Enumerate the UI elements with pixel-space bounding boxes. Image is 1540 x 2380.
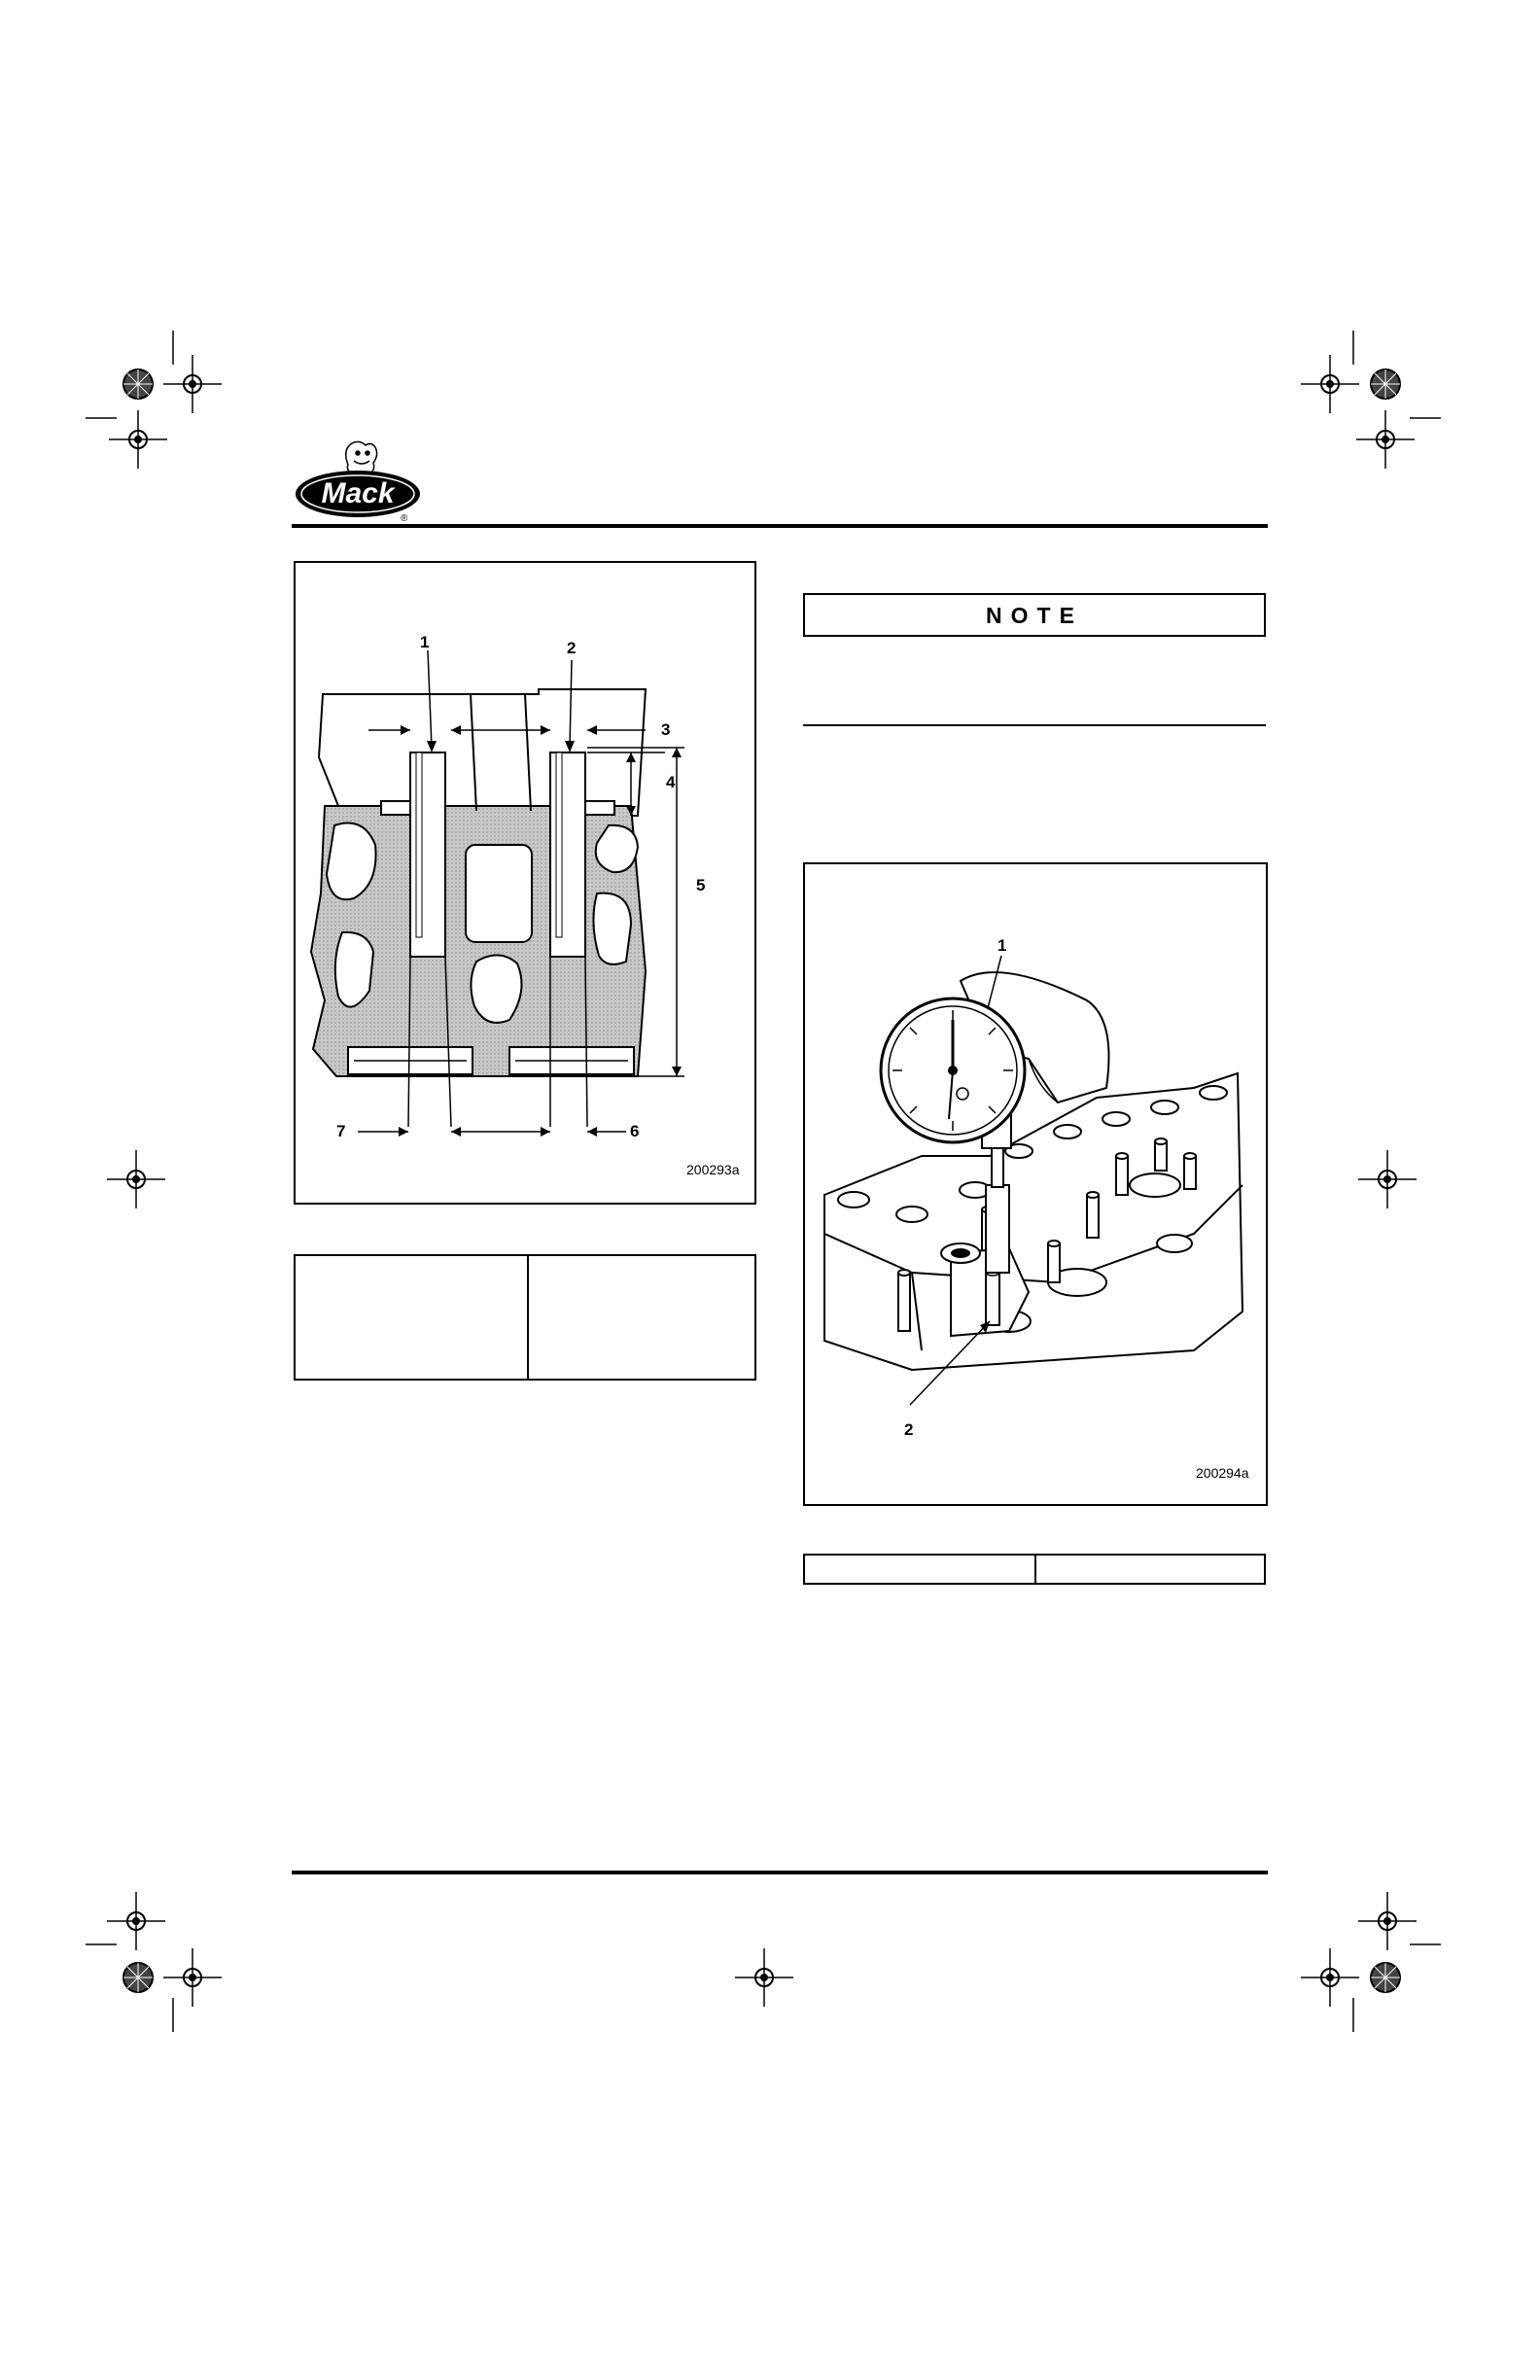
note-rule	[803, 724, 1266, 726]
fig1-callout-3: 3	[661, 720, 671, 739]
figure-dial-indicator	[803, 862, 1268, 1506]
fig1-callout-7: 7	[336, 1122, 346, 1140]
registered-mark: ®	[401, 513, 408, 524]
mack-logo	[292, 438, 428, 527]
footer-rule	[292, 1871, 1268, 1874]
fig2-callout-2: 2	[904, 1420, 914, 1439]
figure-cylinder-block-section	[294, 561, 756, 1205]
logo-text: Mack	[321, 477, 395, 509]
fig2-callout-1: 1	[998, 936, 1007, 955]
table-2	[803, 1554, 1266, 1585]
table-1-divider	[527, 1256, 529, 1379]
header-rule	[292, 524, 1268, 528]
fig2-id: 200294a	[1196, 1465, 1249, 1481]
fig1-callout-2: 2	[567, 639, 577, 657]
note-title: NOTE	[986, 603, 1083, 628]
cylinder-block-drawing	[296, 563, 754, 1203]
fig1-callout-4: 4	[666, 773, 676, 791]
fig1-callout-5: 5	[696, 876, 706, 894]
fig1-id: 200293a	[686, 1162, 740, 1177]
note-box	[803, 593, 1266, 637]
fig1-callout-1: 1	[420, 633, 430, 651]
dial-indicator-drawing	[805, 864, 1266, 1504]
fig1-callout-6: 6	[630, 1122, 640, 1140]
table-2-divider	[1034, 1556, 1036, 1583]
table-1	[294, 1254, 756, 1381]
